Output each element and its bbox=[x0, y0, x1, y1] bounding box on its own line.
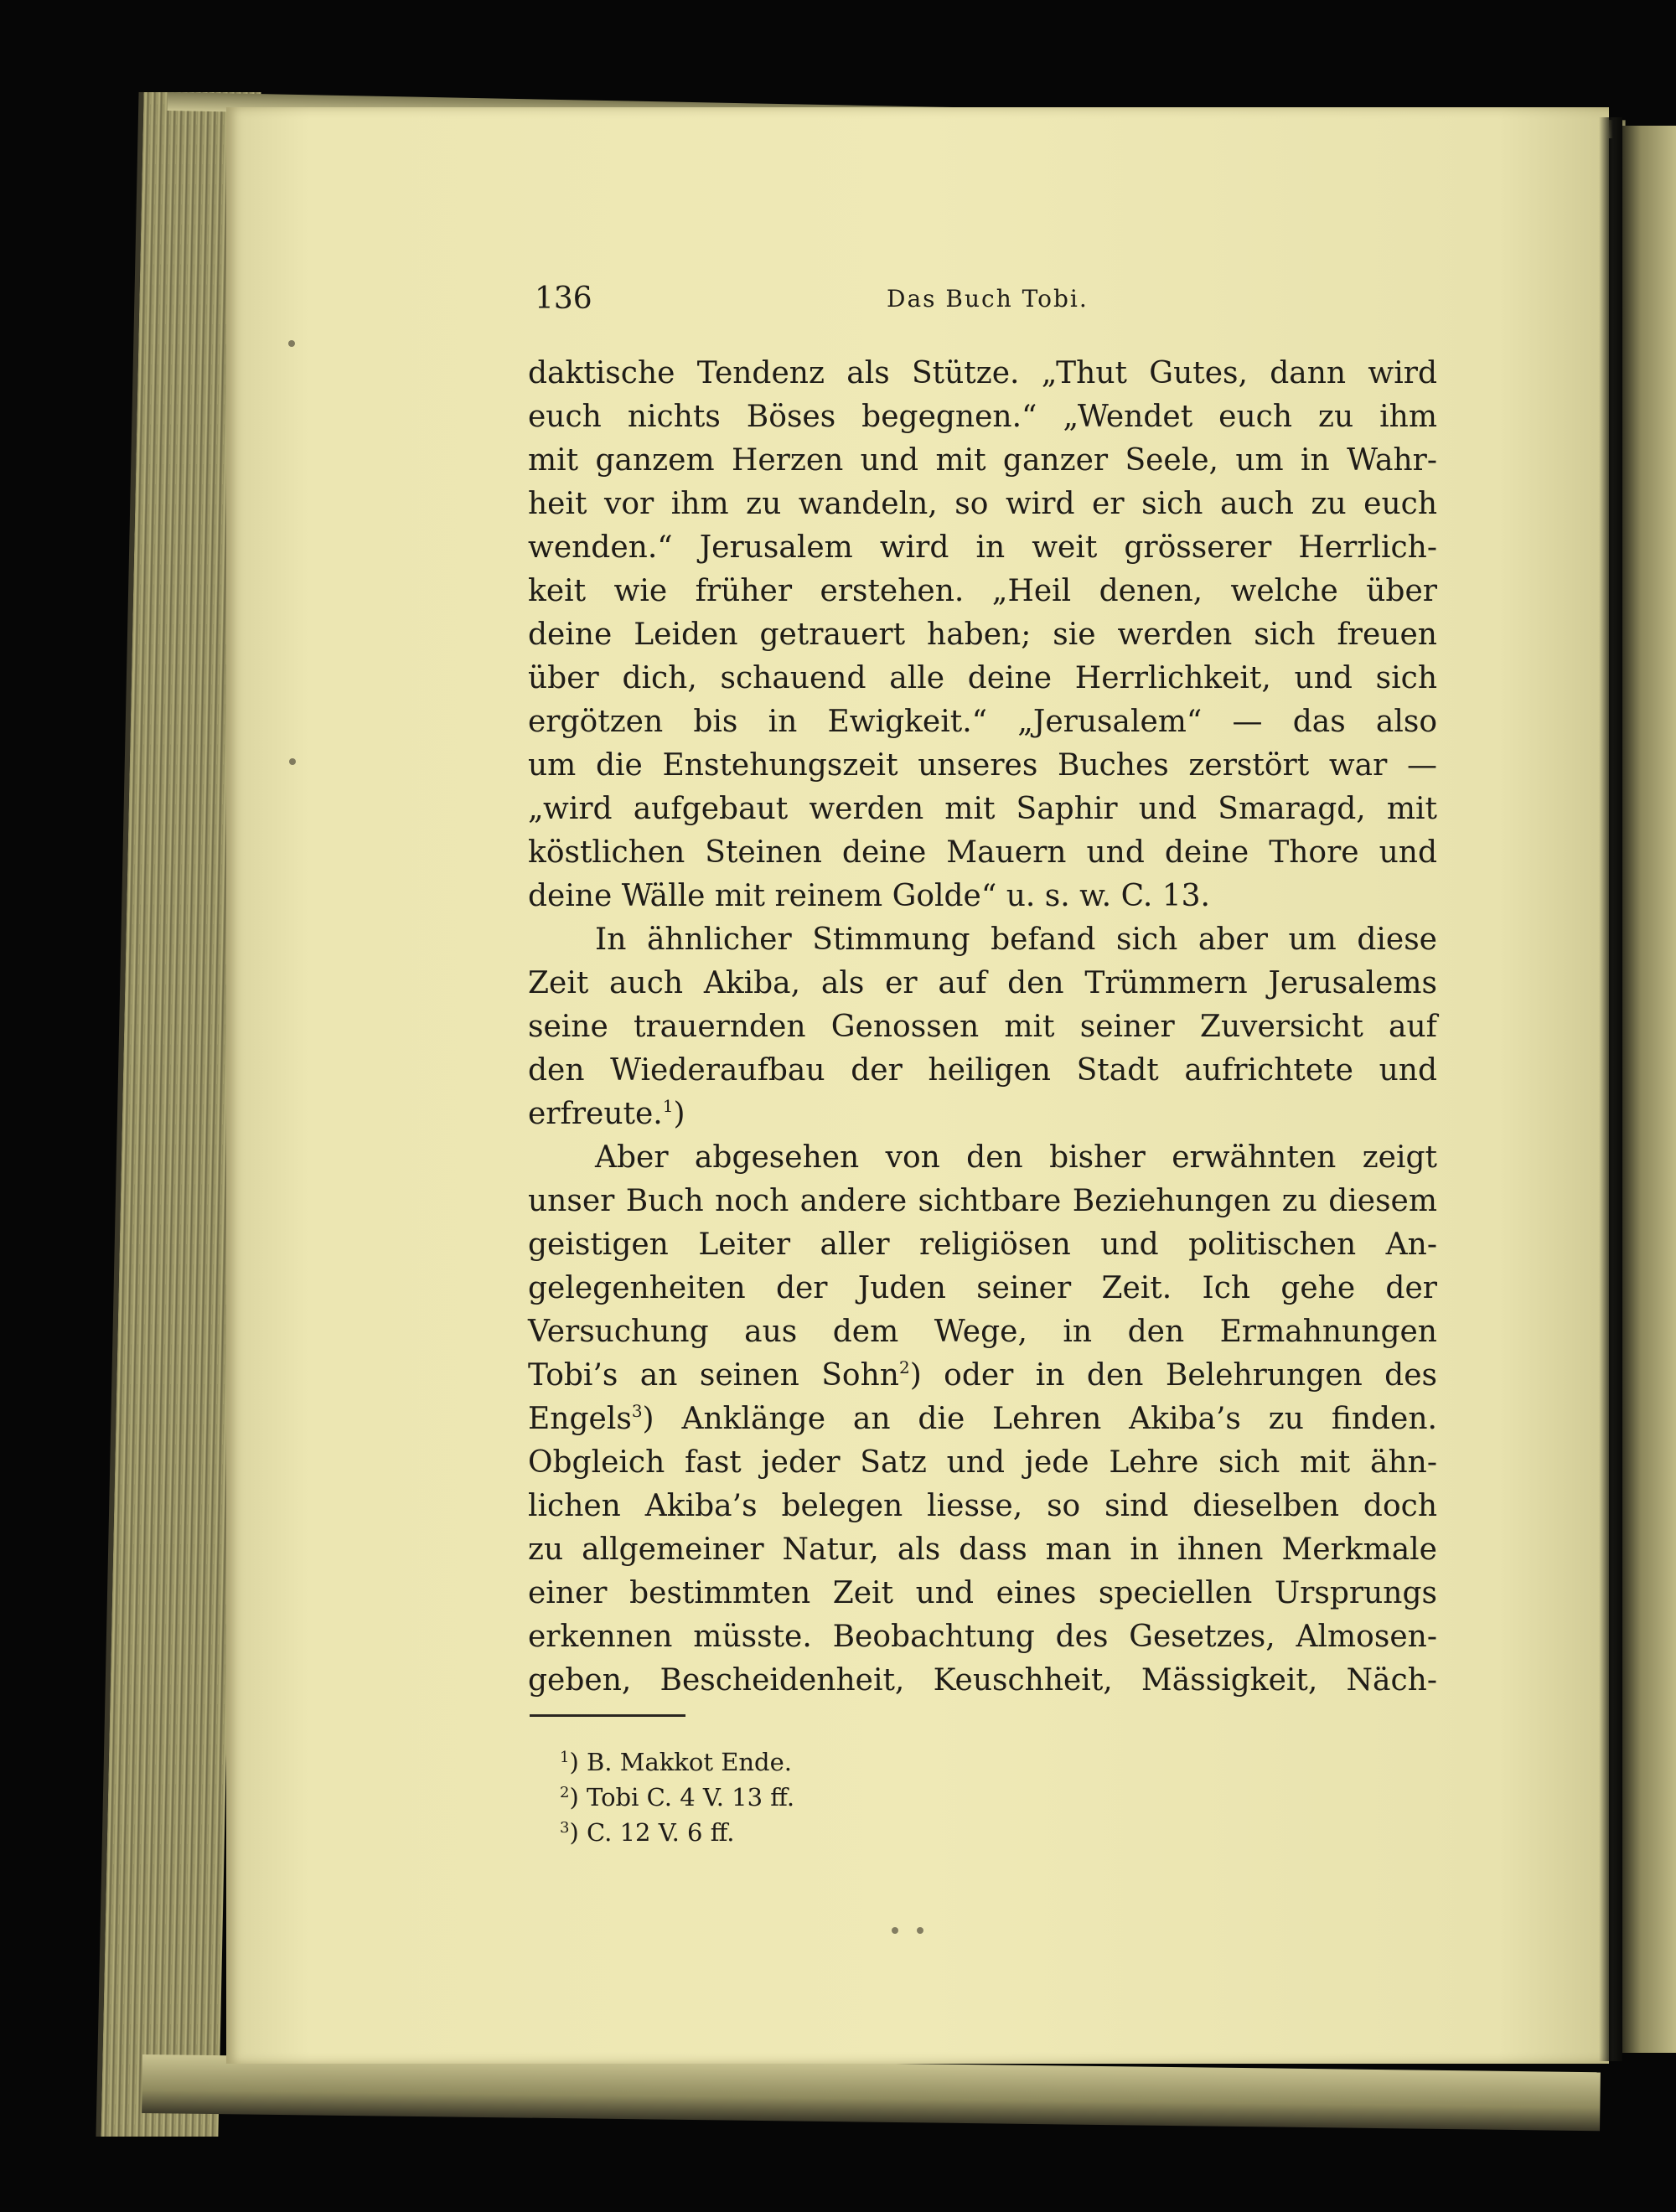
text-line: erkennen müsste. Beobachtung des Gesetzes, Almosen- bbox=[528, 1620, 1437, 1654]
footnote-text: Tobi C. 4 V. 13 ff. bbox=[587, 1783, 795, 1811]
footnote-paren: ) bbox=[642, 1402, 654, 1436]
text-line: mit ganzem Herzen und mit ganzer Seele, um in Wahr- bbox=[528, 443, 1437, 478]
text-line: deine Leiden getrauert haben; sie werden sich freuen bbox=[528, 618, 1437, 652]
footnote-number: 2 bbox=[560, 1784, 570, 1801]
text-fragment: Anklänge an die Lehren Akiba’s zu finden. bbox=[681, 1402, 1437, 1436]
footnote-number: 3 bbox=[560, 1819, 570, 1837]
text-line: geistigen Leiter aller religiösen und politischen An- bbox=[528, 1227, 1437, 1262]
footnote-rule bbox=[530, 1714, 685, 1717]
text-line: köstlichen Steinen deine Mauern und deine Thore und bbox=[528, 835, 1437, 870]
footnote-text: C. 12 V. 6 ff. bbox=[587, 1818, 735, 1847]
text-line: heit vor ihm zu wandeln, so wird er sich auch zu euch bbox=[528, 487, 1437, 521]
text-line-with-footnote bbox=[528, 1398, 1437, 1441]
text-line: Zeit auch Akiba, als er auf den Trümmern Jerusalems bbox=[528, 966, 1437, 1000]
text-line: daktische Tendenz als Stütze. „Thut Gutes, dann wird bbox=[528, 356, 1437, 390]
body-text bbox=[528, 352, 1437, 1703]
paper-speck bbox=[892, 1927, 898, 1934]
text-line-with-footnote bbox=[528, 1354, 1437, 1398]
footnote-marker-1: 1 bbox=[662, 1096, 674, 1116]
text-fragment: oder in den Belehrungen des bbox=[944, 1358, 1437, 1393]
paragraph-start-line: In ähnlicher Stimmung befand sich aber um diese bbox=[595, 923, 1437, 957]
paragraph-start-line: Aber abgesehen von den bisher erwähnten zeigt bbox=[595, 1140, 1437, 1175]
text-line: Versuchung aus dem Wege, in den Ermahnungen bbox=[528, 1315, 1437, 1349]
text-line: einer bestimmten Zeit und eines speciellen Ursprungs bbox=[528, 1576, 1437, 1610]
text-line: über dich, schauend alle deine Herrlichkeit, und sich bbox=[528, 661, 1437, 695]
footnotes bbox=[560, 1744, 1063, 1850]
text-line: euch nichts Böses begegnen.“ „Wendet euch zu ihm bbox=[528, 400, 1437, 434]
running-head bbox=[535, 282, 1104, 328]
text-line: seine trauernden Genossen mit seiner Zuversicht auf bbox=[528, 1010, 1437, 1044]
page-edges-bottom bbox=[142, 2054, 1601, 2131]
paper-speck bbox=[917, 1927, 923, 1934]
text-line: Obgleich fast jeder Satz und jede Lehre sich mit ähn- bbox=[528, 1445, 1437, 1480]
text-line: um die Enstehungszeit unseres Buches zerstört war — bbox=[528, 748, 1437, 783]
page-number: 136 bbox=[535, 282, 592, 316]
footnote-marker-3: 3 bbox=[631, 1401, 643, 1421]
paper-speck bbox=[289, 758, 296, 765]
text-line: wenden.“ Jerusalem wird in weit grösserer Herrlich- bbox=[528, 530, 1437, 565]
text-line: ergötzen bis in Ewigkeit.“ „Jerusalem“ — das also bbox=[528, 705, 1437, 739]
text-line: geben, Bescheidenheit, Keuschheit, Mässigkeit, Näch- bbox=[528, 1663, 1437, 1698]
footnote-marker-2: 2 bbox=[898, 1357, 910, 1377]
text-line: unser Buch noch andere sichtbare Beziehungen zu diesem bbox=[528, 1184, 1437, 1218]
text-line: „wird aufgebaut werden mit Saphir und Smaragd, mit bbox=[528, 792, 1437, 826]
footnote-2: $^2$) Tobi C. 4 V. 13 ff. bbox=[560, 1783, 795, 1811]
text-fragment: Tobi’s an seinen Sohn bbox=[528, 1358, 899, 1393]
footnote-paren: ) bbox=[909, 1358, 922, 1393]
text-line: deine Wälle mit reinem Golde“ u. s. w. C. 13. bbox=[528, 879, 1210, 913]
text-line: lichen Akiba’s belegen liesse, so sind dieselben doch bbox=[528, 1489, 1437, 1523]
footnote-text: B. Makkot Ende. bbox=[587, 1748, 792, 1776]
text-line: den Wiederaufbau der heiligen Stadt aufrichtete und bbox=[528, 1053, 1437, 1088]
paper-speck bbox=[288, 340, 295, 347]
text-line: zu allgemeiner Natur, als dass man in ihnen Merkmale bbox=[528, 1532, 1437, 1567]
text-line: keit wie früher erstehen. „Heil denen, welche über bbox=[528, 574, 1437, 608]
footnote-3: $^3$) C. 12 V. 6 ff. bbox=[560, 1818, 735, 1847]
footnote-number: 1 bbox=[560, 1749, 570, 1766]
text-fragment: erfreute. bbox=[528, 1097, 663, 1131]
running-title: Das Buch Tobi. bbox=[887, 285, 1089, 313]
text-line-with-footnote bbox=[528, 1093, 1437, 1136]
facing-page-edge bbox=[1617, 126, 1676, 2053]
footnote-1: $^1$) B. Makkot Ende. bbox=[560, 1748, 792, 1776]
text-line: gelegenheiten der Juden seiner Zeit. Ich gehe der bbox=[528, 1271, 1437, 1305]
book-gutter bbox=[1599, 117, 1622, 2061]
text-fragment: Engels bbox=[528, 1402, 632, 1436]
footnote-paren: ) bbox=[673, 1097, 685, 1131]
